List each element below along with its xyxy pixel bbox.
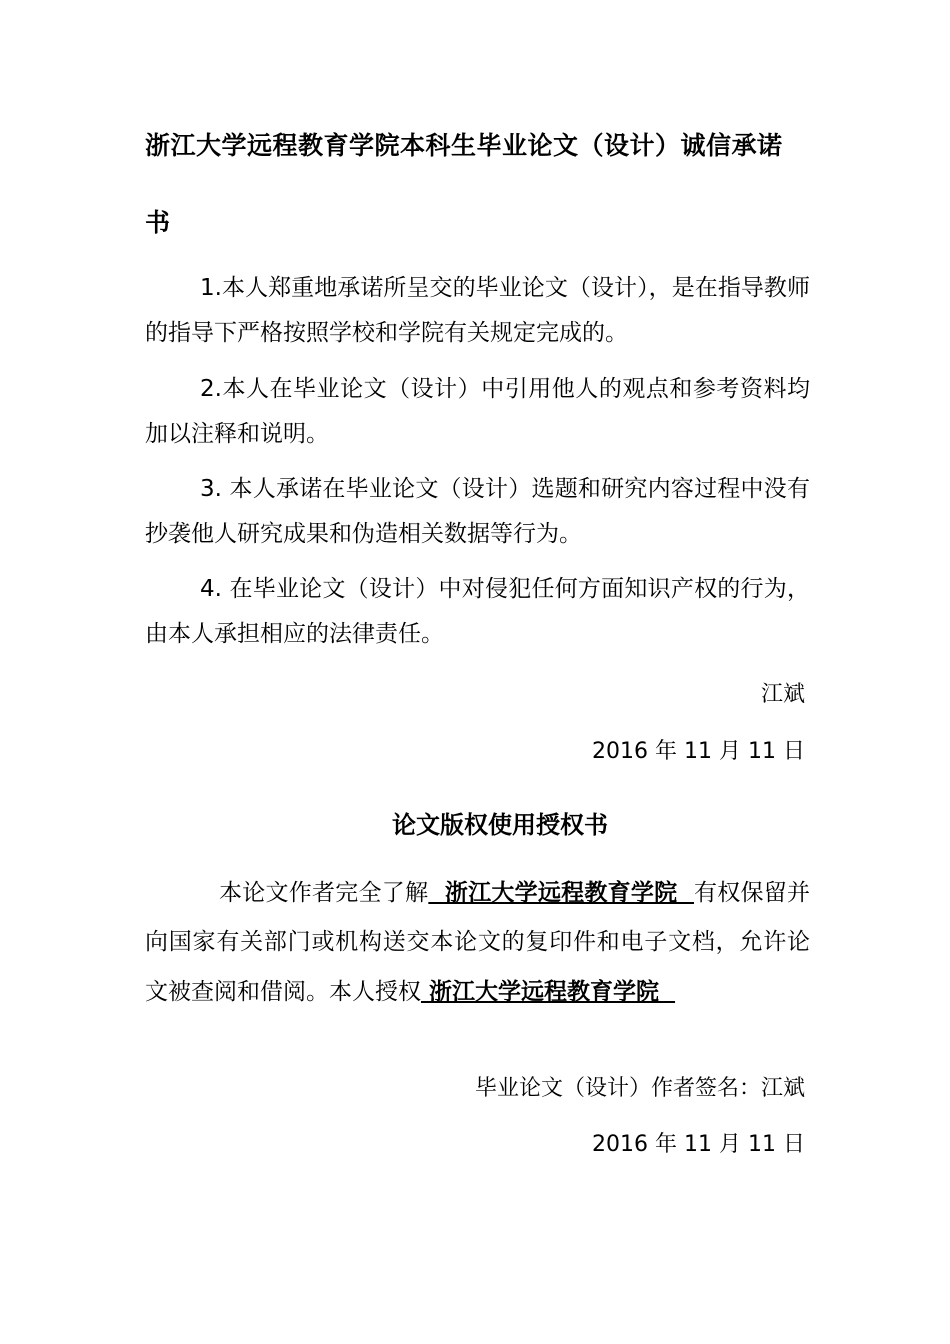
authorization-title: 论文版权使用授权书 <box>392 811 608 839</box>
authorization-institution-1: 浙江大学远程教育学院 <box>428 879 694 906</box>
pledge-item-3: 3. 本人承诺在毕业论文（设计）选题和研究内容过程中没有抄袭他人研究成果和伪造相关数据等行为。 <box>145 476 810 547</box>
pledge-item-2: 2.本人在毕业论文（设计）中引用他人的观点和参考资料均加以注释和说明。 <box>145 376 810 447</box>
pledge-item-1: 1.本人郑重地承诺所呈交的毕业论文（设计），是在指导教师的指导下严格按照学校和学院有关规定完成的。 <box>145 275 810 346</box>
authorization-institution-2: 浙江大学远程教育学院 <box>421 978 676 1005</box>
authorization-date: 2016 年 11 月 11 日 <box>592 1132 805 1157</box>
authorization-text-part-2: 有权保留并向国家有关部门或机构送交本论文的复印件和电子文档，允许论文被查阅和借阅。本人授权 <box>145 880 811 1005</box>
pledge-signer: 江斌 <box>760 682 805 707</box>
author-signature-line: 毕业论文（设计）作者签名：江斌 <box>474 1076 805 1101</box>
pledge-title-line-1: 浙江大学远程教育学院本科生毕业论文（设计）诚信承诺 <box>145 131 783 160</box>
pledge-title-line-2: 书 <box>145 208 171 237</box>
authorization-paragraph <box>145 868 810 1017</box>
pledge-item-4: 4. 在毕业论文（设计）中对侵犯任何方面知识产权的行为，由本人承担相应的法律责任。 <box>145 576 810 647</box>
authorization-text-part-1: 本论文作者完全了解 <box>219 880 429 906</box>
pledge-date: 2016 年 11 月 11 日 <box>592 739 805 764</box>
